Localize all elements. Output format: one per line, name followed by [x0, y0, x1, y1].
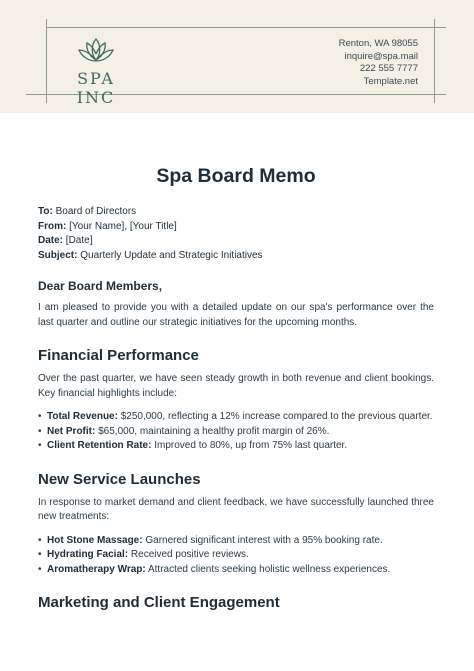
spa-logo	[56, 36, 136, 107]
item-label: Total Revenue:	[47, 411, 118, 422]
item-text: Received positive reviews.	[128, 549, 249, 560]
item-text: Garnered significant interest with a 95% booking rate.	[142, 534, 383, 546]
meta-value: [Your Name], [Your Title]	[66, 220, 177, 232]
lotus-icon	[77, 36, 115, 66]
meta-label: To:	[38, 206, 53, 217]
item-text: $250,000, reflecting a 12% increase compared to the previous quarter.	[117, 411, 433, 422]
memo-title: Spa Board Memo	[156, 165, 316, 187]
item-text: Attracted clients seeking holistic wellness experiences.	[145, 563, 391, 575]
financial-paragraph: Over the past quarter, we have seen steady growth in both revenue and client bookings. Key financial highlights include:	[38, 373, 434, 399]
contact-block	[339, 38, 418, 88]
list-item	[47, 425, 434, 440]
list-item	[47, 548, 434, 563]
meta-value: [Date]	[63, 235, 93, 246]
item-label: Aromatherapy Wrap:	[47, 563, 146, 575]
meta-value: Board of Directors	[52, 206, 137, 217]
item-text: Improved to 80%, up from 75% last quarter.	[151, 440, 348, 451]
section-heading-marketing: Marketing and Client Engagement	[38, 594, 280, 611]
contact-email[interactable]: inquire@spa.mail	[344, 50, 418, 62]
meta-to	[38, 205, 434, 220]
list-item	[47, 563, 434, 578]
list-item	[47, 410, 434, 425]
financial-list	[38, 410, 434, 454]
meta-from	[38, 220, 434, 235]
item-label: Hot Stone Massage:	[47, 534, 143, 546]
frame-line-right	[434, 19, 435, 103]
intro-paragraph: I am pleased to provide you with a detailed update on our spa's performance over the last quarter and outline our strategic initiatives for the upcoming months.	[38, 302, 434, 328]
contact-address: Renton, WA 98055	[338, 38, 418, 49]
logo-text: SPA INC	[76, 69, 116, 107]
contact-website[interactable]: Template.net	[363, 75, 418, 87]
section-heading-services: New Service Launches	[38, 470, 201, 488]
meta-label: From:	[38, 220, 67, 232]
meta-subject	[38, 249, 434, 264]
services-list	[38, 534, 434, 578]
meta-label: Subject:	[38, 249, 78, 261]
frame-line-left	[46, 19, 47, 103]
letterhead	[0, 0, 474, 113]
greeting: Dear Board Members,	[38, 279, 163, 293]
frame-line-top	[46, 27, 446, 28]
list-item	[47, 439, 434, 454]
list-item	[47, 534, 434, 549]
item-label: Client Retention Rate:	[47, 440, 152, 451]
item-text: $65,000, maintaining a healthy profit margin of 26%.	[95, 425, 330, 437]
meta-value: Quarterly Update and Strategic Initiatives	[77, 249, 263, 261]
memo-body	[38, 113, 434, 611]
meta-date	[38, 234, 434, 249]
meta-label: Date:	[38, 235, 64, 246]
services-paragraph: In response to market demand and client feedback, we have successfully launched three new treatments:	[38, 496, 434, 522]
memo-meta	[38, 205, 434, 263]
item-label: Net Profit:	[47, 425, 96, 437]
section-heading-financial: Financial Performance	[38, 347, 199, 364]
contact-phone: 222 555 7777	[359, 63, 418, 74]
item-label: Hydrating Facial:	[47, 549, 129, 560]
